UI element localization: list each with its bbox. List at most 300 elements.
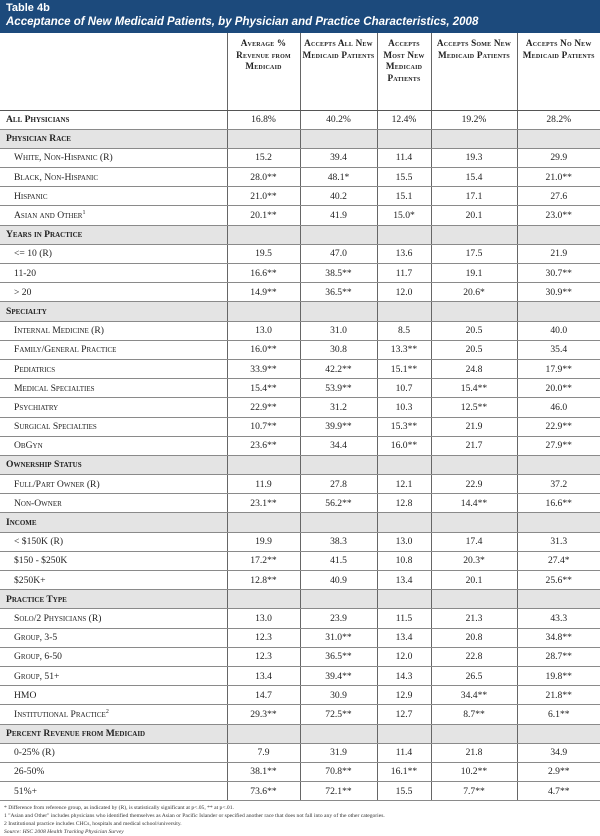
section-empty-cell [300, 225, 377, 244]
section-empty-cell [227, 302, 300, 321]
value-cell: 40.2% [300, 110, 377, 129]
row-label: > 20 [14, 286, 32, 298]
row-label-cell [0, 148, 227, 167]
value-cell: 10.8 [377, 551, 431, 570]
row-label: Group, 51+ [14, 670, 60, 682]
section-empty-cell [431, 225, 517, 244]
value-cell: 12.5** [431, 398, 517, 417]
value-cell: 15.4** [227, 379, 300, 398]
value-cell: 23.6** [227, 436, 300, 455]
row-label-cell [0, 762, 227, 781]
table-row [0, 168, 600, 187]
value-cell: 19.1 [431, 264, 517, 283]
value-cell: 17.2** [227, 551, 300, 570]
value-cell: 70.8** [300, 762, 377, 781]
footnote-marker: 2 [105, 708, 109, 715]
value-cell: 12.7 [377, 705, 431, 724]
section-empty-cell [300, 590, 377, 609]
value-cell: 4.7** [517, 782, 600, 801]
value-cell: 16.8% [227, 110, 300, 129]
value-cell: 15.4 [431, 168, 517, 187]
value-cell: 23.1** [227, 494, 300, 513]
row-label: Solo/2 Physicians (R) [14, 612, 102, 624]
row-label: Internal Medicine (R) [14, 325, 104, 337]
value-cell: 34.4 [300, 436, 377, 455]
value-cell: 11.9 [227, 475, 300, 494]
value-cell: 28.7** [517, 647, 600, 666]
value-cell: 40.9 [300, 571, 377, 590]
row-header-empty [0, 33, 227, 110]
table-row [0, 762, 600, 781]
section-empty-cell [227, 724, 300, 743]
value-cell: 16.0** [227, 340, 300, 359]
section-row [0, 225, 600, 244]
value-cell: 12.1 [377, 475, 431, 494]
value-cell: 15.5 [377, 168, 431, 187]
table-row [0, 417, 600, 436]
value-cell: 34.8** [517, 628, 600, 647]
value-cell: 29.9 [517, 148, 600, 167]
row-label-cell [0, 340, 227, 359]
table-row [0, 148, 600, 167]
value-cell: 36.5** [300, 283, 377, 302]
row-label-cell [0, 283, 227, 302]
section-empty-cell [300, 129, 377, 148]
value-cell: 12.0 [377, 283, 431, 302]
row-label-cell [0, 475, 227, 494]
value-cell: 23.9 [300, 609, 377, 628]
section-row [0, 513, 600, 532]
row-label-cell [0, 532, 227, 551]
value-cell: 46.0 [517, 398, 600, 417]
footnote: 2 Institutional practice includes CHCs, hospitals and medical school/university. [4, 821, 182, 828]
value-cell: 34.4** [431, 686, 517, 705]
value-cell: 15.3** [377, 417, 431, 436]
section-empty-cell [517, 724, 600, 743]
value-cell: 22.9 [431, 475, 517, 494]
value-cell: 27.4* [517, 551, 600, 570]
section-empty-cell [377, 129, 431, 148]
row-label: Full/Part Owner (R) [14, 478, 100, 490]
value-cell: 20.3* [431, 551, 517, 570]
row-label: Pediatrics [14, 363, 56, 375]
value-cell: 20.5 [431, 321, 517, 340]
value-cell: 20.5 [431, 340, 517, 359]
value-cell: 12.3 [227, 647, 300, 666]
section-row [0, 302, 600, 321]
value-cell: 40.2 [300, 187, 377, 206]
section-empty-cell [377, 513, 431, 532]
section-empty-cell [227, 225, 300, 244]
value-cell: 26.5 [431, 666, 517, 685]
value-cell: 22.9** [227, 398, 300, 417]
section-empty-cell [517, 455, 600, 474]
row-label: 0-25% (R) [14, 747, 55, 759]
row-label-cell [0, 628, 227, 647]
table-label: Table 4b [6, 2, 50, 14]
value-cell: 47.0 [300, 244, 377, 263]
value-cell: 19.5 [227, 244, 300, 263]
value-cell: 33.9** [227, 359, 300, 378]
section-empty-cell [377, 225, 431, 244]
table-row [0, 647, 600, 666]
table-row [0, 206, 600, 225]
value-cell: 10.2** [431, 762, 517, 781]
section-empty-cell [517, 129, 600, 148]
value-cell: 10.7 [377, 379, 431, 398]
row-label-cell [0, 244, 227, 263]
value-cell: 21.7 [431, 436, 517, 455]
table-row [0, 264, 600, 283]
section-empty-cell [431, 724, 517, 743]
value-cell: 38.3 [300, 532, 377, 551]
section-empty-cell [431, 302, 517, 321]
row-label-cell [0, 417, 227, 436]
table-row [0, 551, 600, 570]
value-cell: 13.0 [377, 532, 431, 551]
row-label-cell [0, 686, 227, 705]
footnote: * Difference from reference group, as indicated by (R), is statistically significant at p<.05, ** at p<.01. [4, 805, 234, 812]
footnote-marker: 1 [82, 209, 86, 216]
value-cell: 15.5 [377, 782, 431, 801]
value-cell: 15.1 [377, 187, 431, 206]
value-cell: 17.5 [431, 244, 517, 263]
footnotes [0, 801, 600, 836]
section-row [0, 590, 600, 609]
section-empty-cell [431, 513, 517, 532]
value-cell: 42.2** [300, 359, 377, 378]
row-label: White, Non-Hispanic (R) [14, 152, 113, 164]
row-label: Institutional Practice [14, 709, 106, 720]
row-label-cell [0, 551, 227, 570]
table-row [0, 340, 600, 359]
row-label-cell [0, 666, 227, 685]
value-cell: 13.6 [377, 244, 431, 263]
column-header: Accepts No New Medicaid Patients [517, 33, 600, 110]
row-label-cell [0, 206, 227, 225]
section-empty-cell [377, 455, 431, 474]
value-cell: 16.1** [377, 762, 431, 781]
table-row [0, 359, 600, 378]
value-cell: 6.1** [517, 705, 600, 724]
section-empty-cell [377, 302, 431, 321]
value-cell: 20.1 [431, 571, 517, 590]
value-cell: 14.9** [227, 283, 300, 302]
value-cell: 31.2 [300, 398, 377, 417]
section-empty-cell [227, 455, 300, 474]
table-row [0, 436, 600, 455]
value-cell: 28.0** [227, 168, 300, 187]
table-row [0, 110, 600, 129]
value-cell: 30.8 [300, 340, 377, 359]
table-title: Acceptance of New Medicaid Patients, by Physician and Practice Characteristics, 2008 [6, 16, 479, 28]
value-cell: 39.4** [300, 666, 377, 685]
value-cell: 13.4 [227, 666, 300, 685]
section-empty-cell [431, 590, 517, 609]
value-cell: 30.9 [300, 686, 377, 705]
value-cell: 19.8** [517, 666, 600, 685]
value-cell: 39.9** [300, 417, 377, 436]
section-row [0, 129, 600, 148]
row-label-cell [0, 436, 227, 455]
section-empty-cell [300, 513, 377, 532]
value-cell: 72.1** [300, 782, 377, 801]
value-cell: 21.0** [227, 187, 300, 206]
value-cell: 17.9** [517, 359, 600, 378]
value-cell: 31.0** [300, 628, 377, 647]
row-label-cell [0, 609, 227, 628]
table-row [0, 628, 600, 647]
header-row [0, 33, 600, 110]
value-cell: 2.9** [517, 762, 600, 781]
value-cell: 38.1** [227, 762, 300, 781]
value-cell: 53.9** [300, 379, 377, 398]
table-row [0, 666, 600, 685]
section-empty-cell [517, 225, 600, 244]
value-cell: 56.2** [300, 494, 377, 513]
row-label: Hispanic [14, 190, 48, 202]
row-label: Psychiatry [14, 401, 59, 413]
row-label-cell [0, 647, 227, 666]
value-cell: 27.6 [517, 187, 600, 206]
row-label: 51%+ [14, 785, 37, 797]
value-cell: 22.8 [431, 647, 517, 666]
value-cell: 40.0 [517, 321, 600, 340]
row-label: 26-50% [14, 766, 45, 778]
value-cell: 7.9 [227, 743, 300, 762]
value-cell: 16.6** [227, 264, 300, 283]
value-cell: 12.8 [377, 494, 431, 513]
table-row [0, 609, 600, 628]
row-label-cell [0, 264, 227, 283]
table-row [0, 705, 600, 724]
value-cell: 21.9 [517, 244, 600, 263]
column-header: Average % Revenue from Medicaid [227, 33, 300, 110]
section-row [0, 724, 600, 743]
row-label: 11-20 [14, 267, 37, 279]
value-cell: 16.6** [517, 494, 600, 513]
column-header: Accepts Some New Medicaid Patients [431, 33, 517, 110]
value-cell: 19.2% [431, 110, 517, 129]
value-cell: 39.4 [300, 148, 377, 167]
value-cell: 11.5 [377, 609, 431, 628]
value-cell: 12.8** [227, 571, 300, 590]
value-cell: 31.0 [300, 321, 377, 340]
column-header: Accepts All New Medicaid Patients [300, 33, 377, 110]
row-label: Black, Non-Hispanic [14, 171, 98, 183]
row-label-cell [0, 743, 227, 762]
section-empty-cell [227, 129, 300, 148]
footnote: 1 "Asian and Other" includes physicians who identified themselves as Asian or Pacific Islander or specified another race that does not fall into any of the other categories. [4, 813, 385, 820]
value-cell: 12.3 [227, 628, 300, 647]
row-label-cell [0, 379, 227, 398]
value-cell: 34.9 [517, 743, 600, 762]
value-cell: 11.7 [377, 264, 431, 283]
table-row [0, 283, 600, 302]
value-cell: 12.9 [377, 686, 431, 705]
row-label-cell [0, 168, 227, 187]
section-empty-cell [227, 513, 300, 532]
value-cell: 27.8 [300, 475, 377, 494]
value-cell: 8.7** [431, 705, 517, 724]
row-label: Non-Owner [14, 497, 62, 509]
row-label: $250K+ [14, 574, 46, 586]
value-cell: 25.6** [517, 571, 600, 590]
section-empty-cell [300, 455, 377, 474]
table-header [0, 0, 600, 33]
value-cell: 10.3 [377, 398, 431, 417]
value-cell: 27.9** [517, 436, 600, 455]
value-cell: 14.3 [377, 666, 431, 685]
table-row [0, 379, 600, 398]
value-cell: 13.3** [377, 340, 431, 359]
value-cell: 19.3 [431, 148, 517, 167]
section-empty-cell [431, 129, 517, 148]
value-cell: 7.7** [431, 782, 517, 801]
table-head [0, 33, 600, 110]
table-row [0, 743, 600, 762]
value-cell: 30.7** [517, 264, 600, 283]
value-cell: 20.0** [517, 379, 600, 398]
value-cell: 15.1** [377, 359, 431, 378]
value-cell: 72.5** [300, 705, 377, 724]
row-label: All Physicians [6, 114, 70, 126]
value-cell: 22.9** [517, 417, 600, 436]
section-empty-cell [377, 590, 431, 609]
table-row [0, 532, 600, 551]
value-cell: 19.9 [227, 532, 300, 551]
value-cell: 14.7 [227, 686, 300, 705]
row-label-cell [0, 359, 227, 378]
section-empty-cell [227, 590, 300, 609]
row-label: $150 - $250K [14, 555, 68, 567]
value-cell: 28.2% [517, 110, 600, 129]
value-cell: 12.4% [377, 110, 431, 129]
value-cell: 21.0** [517, 168, 600, 187]
section-label: Percent Revenue from Medicaid [0, 724, 227, 743]
row-label: Group, 3-5 [14, 632, 58, 644]
value-cell: 13.4 [377, 571, 431, 590]
section-label: Years in Practice [0, 225, 227, 244]
value-cell: 21.8 [431, 743, 517, 762]
value-cell: 21.9 [431, 417, 517, 436]
value-cell: 14.4** [431, 494, 517, 513]
value-cell: 13.0 [227, 321, 300, 340]
value-cell: 13.4 [377, 628, 431, 647]
value-cell: 73.6** [227, 782, 300, 801]
value-cell: 31.9 [300, 743, 377, 762]
row-label-cell [0, 110, 227, 129]
row-label: Medical Specialties [14, 382, 95, 394]
value-cell: 41.9 [300, 206, 377, 225]
row-label-cell [0, 705, 227, 724]
row-label: < $150K (R) [14, 536, 64, 548]
value-cell: 29.3** [227, 705, 300, 724]
table-row [0, 475, 600, 494]
table-row [0, 686, 600, 705]
value-cell: 13.0 [227, 609, 300, 628]
section-row [0, 455, 600, 474]
row-label-cell [0, 782, 227, 801]
row-label-cell [0, 571, 227, 590]
row-label: Asian and Other [14, 210, 83, 222]
row-label: Family/General Practice [14, 344, 117, 356]
value-cell: 12.0 [377, 647, 431, 666]
section-label: Physician Race [0, 129, 227, 148]
section-empty-cell [517, 590, 600, 609]
value-cell: 15.4** [431, 379, 517, 398]
section-empty-cell [431, 455, 517, 474]
section-empty-cell [300, 724, 377, 743]
value-cell: 20.1** [227, 206, 300, 225]
value-cell: 48.1* [300, 168, 377, 187]
value-cell: 8.5 [377, 321, 431, 340]
value-cell: 17.1 [431, 187, 517, 206]
value-cell: 24.8 [431, 359, 517, 378]
table-row [0, 244, 600, 263]
value-cell: 10.7** [227, 417, 300, 436]
section-label: Practice Type [0, 590, 227, 609]
table-row [0, 187, 600, 206]
value-cell: 11.4 [377, 743, 431, 762]
value-cell: 20.6* [431, 283, 517, 302]
table-row [0, 321, 600, 340]
value-cell: 38.5** [300, 264, 377, 283]
row-label: <= 10 (R) [14, 248, 53, 260]
value-cell: 35.4 [517, 340, 600, 359]
row-label-cell [0, 321, 227, 340]
value-cell: 41.5 [300, 551, 377, 570]
value-cell: 21.8** [517, 686, 600, 705]
column-header: Accepts Most New Medicaid Patients [377, 33, 431, 110]
value-cell: 30.9** [517, 283, 600, 302]
section-label: Ownership Status [0, 455, 227, 474]
row-label: ObGyn [14, 440, 43, 452]
table-row [0, 398, 600, 417]
data-table [0, 33, 600, 801]
table-row [0, 571, 600, 590]
row-label: HMO [14, 689, 37, 701]
value-cell: 37.2 [517, 475, 600, 494]
value-cell: 15.0* [377, 206, 431, 225]
row-label: Group, 6-50 [14, 651, 62, 663]
value-cell: 31.3 [517, 532, 600, 551]
value-cell: 17.4 [431, 532, 517, 551]
section-empty-cell [300, 302, 377, 321]
row-label-cell [0, 398, 227, 417]
value-cell: 43.3 [517, 609, 600, 628]
value-cell: 16.0** [377, 436, 431, 455]
row-label-cell [0, 187, 227, 206]
value-cell: 11.4 [377, 148, 431, 167]
value-cell: 20.1 [431, 206, 517, 225]
section-empty-cell [517, 513, 600, 532]
section-empty-cell [517, 302, 600, 321]
value-cell: 21.3 [431, 609, 517, 628]
value-cell: 23.0** [517, 206, 600, 225]
row-label: Surgical Specialties [14, 421, 97, 433]
section-label: Income [0, 513, 227, 532]
table-row [0, 782, 600, 801]
table-body [0, 110, 600, 801]
value-cell: 36.5** [300, 647, 377, 666]
value-cell: 15.2 [227, 148, 300, 167]
value-cell: 20.8 [431, 628, 517, 647]
section-empty-cell [377, 724, 431, 743]
row-label-cell [0, 494, 227, 513]
table-row [0, 494, 600, 513]
source-note: Source: HSC 2008 Health Tracking Physician Survey [4, 829, 124, 836]
